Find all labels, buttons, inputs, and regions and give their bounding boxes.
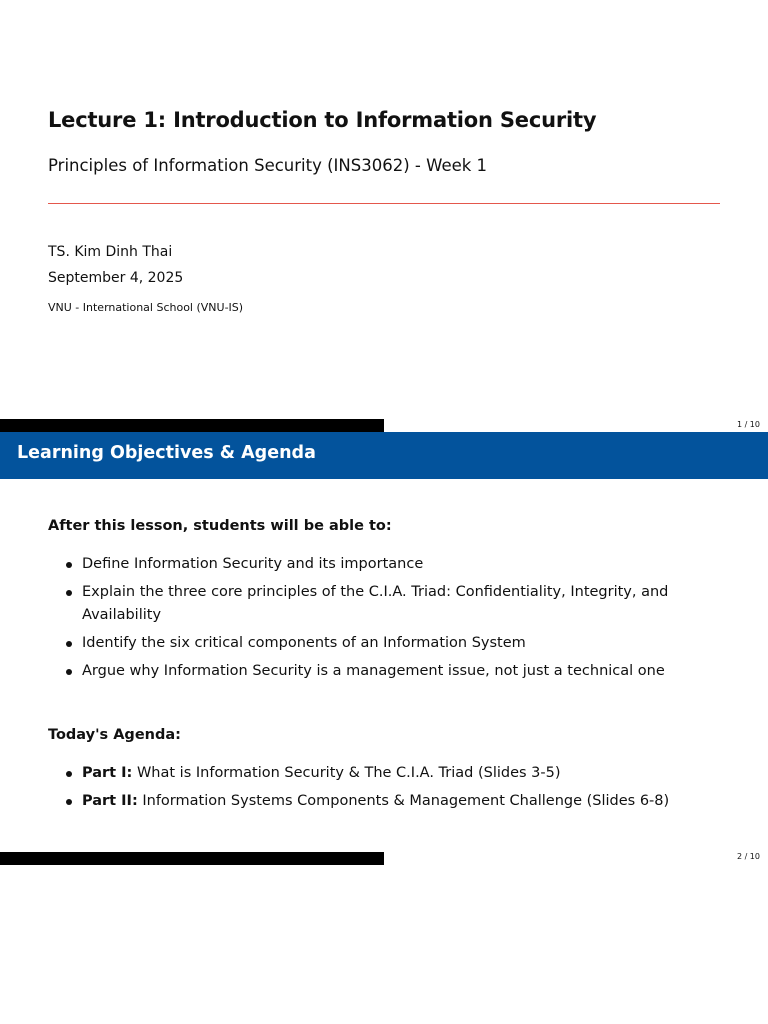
agenda-part-label: Part I: xyxy=(82,765,133,781)
slide-progress-bar xyxy=(0,419,384,432)
objectives-list xyxy=(48,553,688,688)
agenda-part-text: Information Systems Components & Management Challenge (Slides 6-8) xyxy=(142,793,670,809)
author-name: TS. Kim Dinh Thai xyxy=(48,244,173,260)
frame-title: Learning Objectives & Agenda xyxy=(17,443,316,463)
list-item: Explain the three core principles of the C.I.A. Triad: Confidentiality, Integrity, and Availability xyxy=(48,581,688,627)
agenda-list xyxy=(48,762,688,818)
lecture-date: September 4, 2025 xyxy=(48,270,184,286)
slide-progress-bar xyxy=(0,852,384,865)
agenda-heading: Today's Agenda: xyxy=(48,727,181,743)
lecture-subtitle: Principles of Information Security (INS3062) - Week 1 xyxy=(48,156,488,175)
list-item xyxy=(48,762,688,785)
list-item: Identify the six critical components of an Information System xyxy=(48,632,688,655)
list-item xyxy=(48,790,688,813)
objectives-heading: After this lesson, students will be able to: xyxy=(48,518,392,534)
slide-page-number: 1 / 10 xyxy=(736,420,760,429)
institute-name: VNU - International School (VNU-IS) xyxy=(48,301,244,314)
list-item: Argue why Information Security is a management issue, not just a technical one xyxy=(48,660,688,683)
slide-page-number: 2 / 10 xyxy=(736,852,760,861)
lecture-title: Lecture 1: Introduction to Information Security xyxy=(48,108,597,132)
title-divider xyxy=(48,203,720,204)
agenda-part-label: Part II: xyxy=(82,793,138,809)
agenda-part-text: What is Information Security & The C.I.A. Triad (Slides 3-5) xyxy=(136,765,561,781)
list-item: Define Information Security and its importance xyxy=(48,553,688,576)
